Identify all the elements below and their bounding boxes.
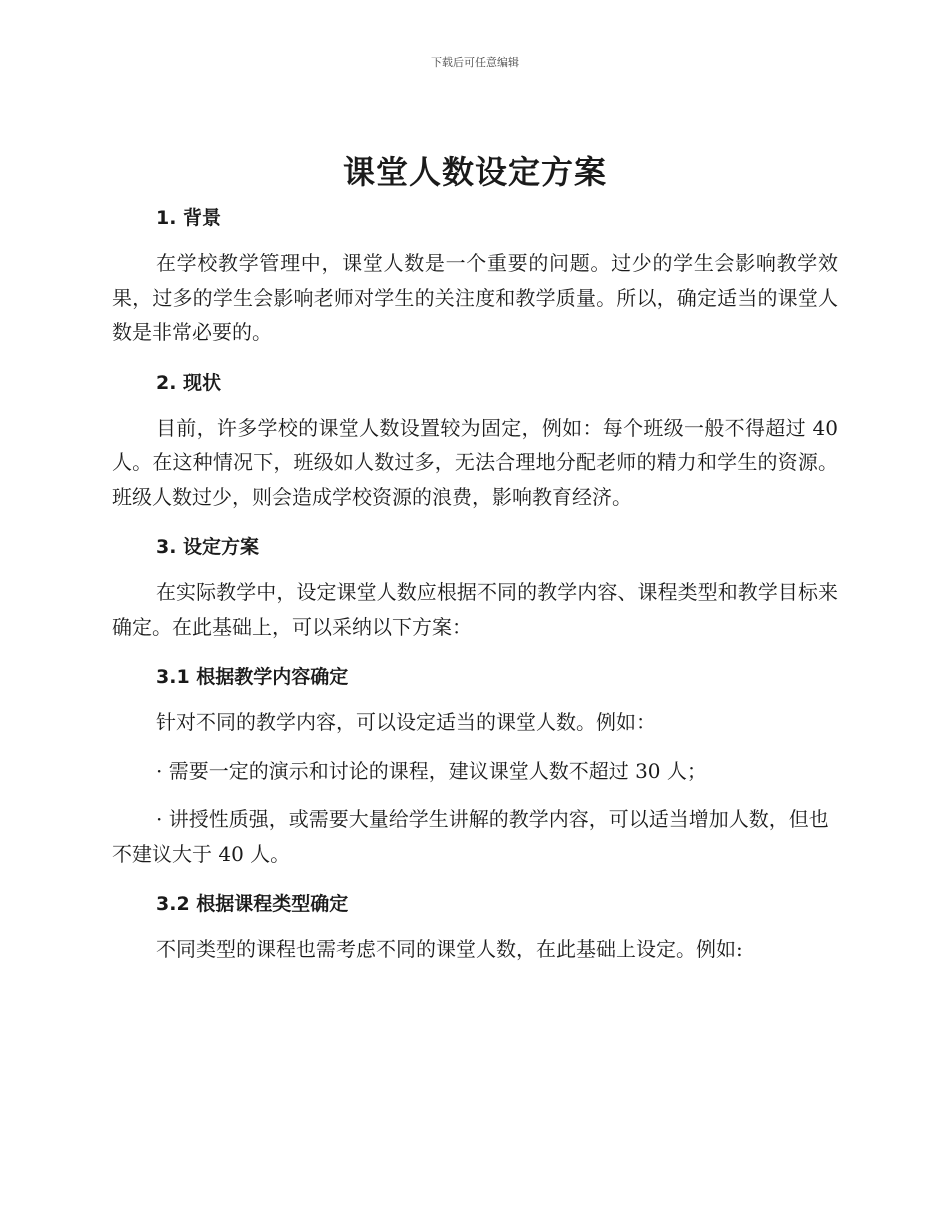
section-heading-background: 1. 背景	[156, 207, 222, 229]
section-paragraph-plan: 在实际教学中，设定课堂人数应根据不同的教学内容、课程类型和教学目标来确定。在此基础上，可以采纳以下方案：	[112, 580, 838, 639]
list-item: · 需要一定的演示和讨论的课程，建议课堂人数不超过 30 人；	[156, 758, 707, 783]
section-paragraph-status: 目前，许多学校的课堂人数设置较为固定，例如：每个班级一般不得超过 40 人。在这种情况下，班级如人数过多，无法合理地分配老师的精力和学生的资源。班级人数过少，则会造成学校资源的浪费，影响教育经济。	[112, 415, 838, 509]
list-item: · 讲授性质强，或需要大量给学生讲解的教学内容，可以适当增加人数，但也不建议大于 40 人。	[112, 807, 829, 866]
subsection-intro-content: 针对不同的教学内容，可以设定适当的课堂人数。例如：	[156, 710, 656, 734]
section-paragraph-background: 在学校教学管理中，课堂人数是一个重要的问题。过少的学生会影响教学效果，过多的学生会影响老师对学生的关注度和教学质量。所以，确定适当的课堂人数是非常必要的。	[112, 251, 838, 344]
document-title: 课堂人数设定方案	[342, 153, 607, 191]
section-heading-status: 2. 现状	[156, 371, 222, 394]
header-note: 下载后可任意编辑	[431, 56, 519, 69]
section-heading-plan: 3. 设定方案	[156, 536, 260, 558]
subsection-intro-course-type: 不同类型的课程也需考虑不同的课堂人数，在此基础上设定。例如:	[156, 937, 743, 961]
subsection-heading-course-type: 3.2 根据课程类型确定	[156, 893, 349, 915]
subsection-heading-content: 3.1 根据教学内容确定	[156, 666, 349, 688]
